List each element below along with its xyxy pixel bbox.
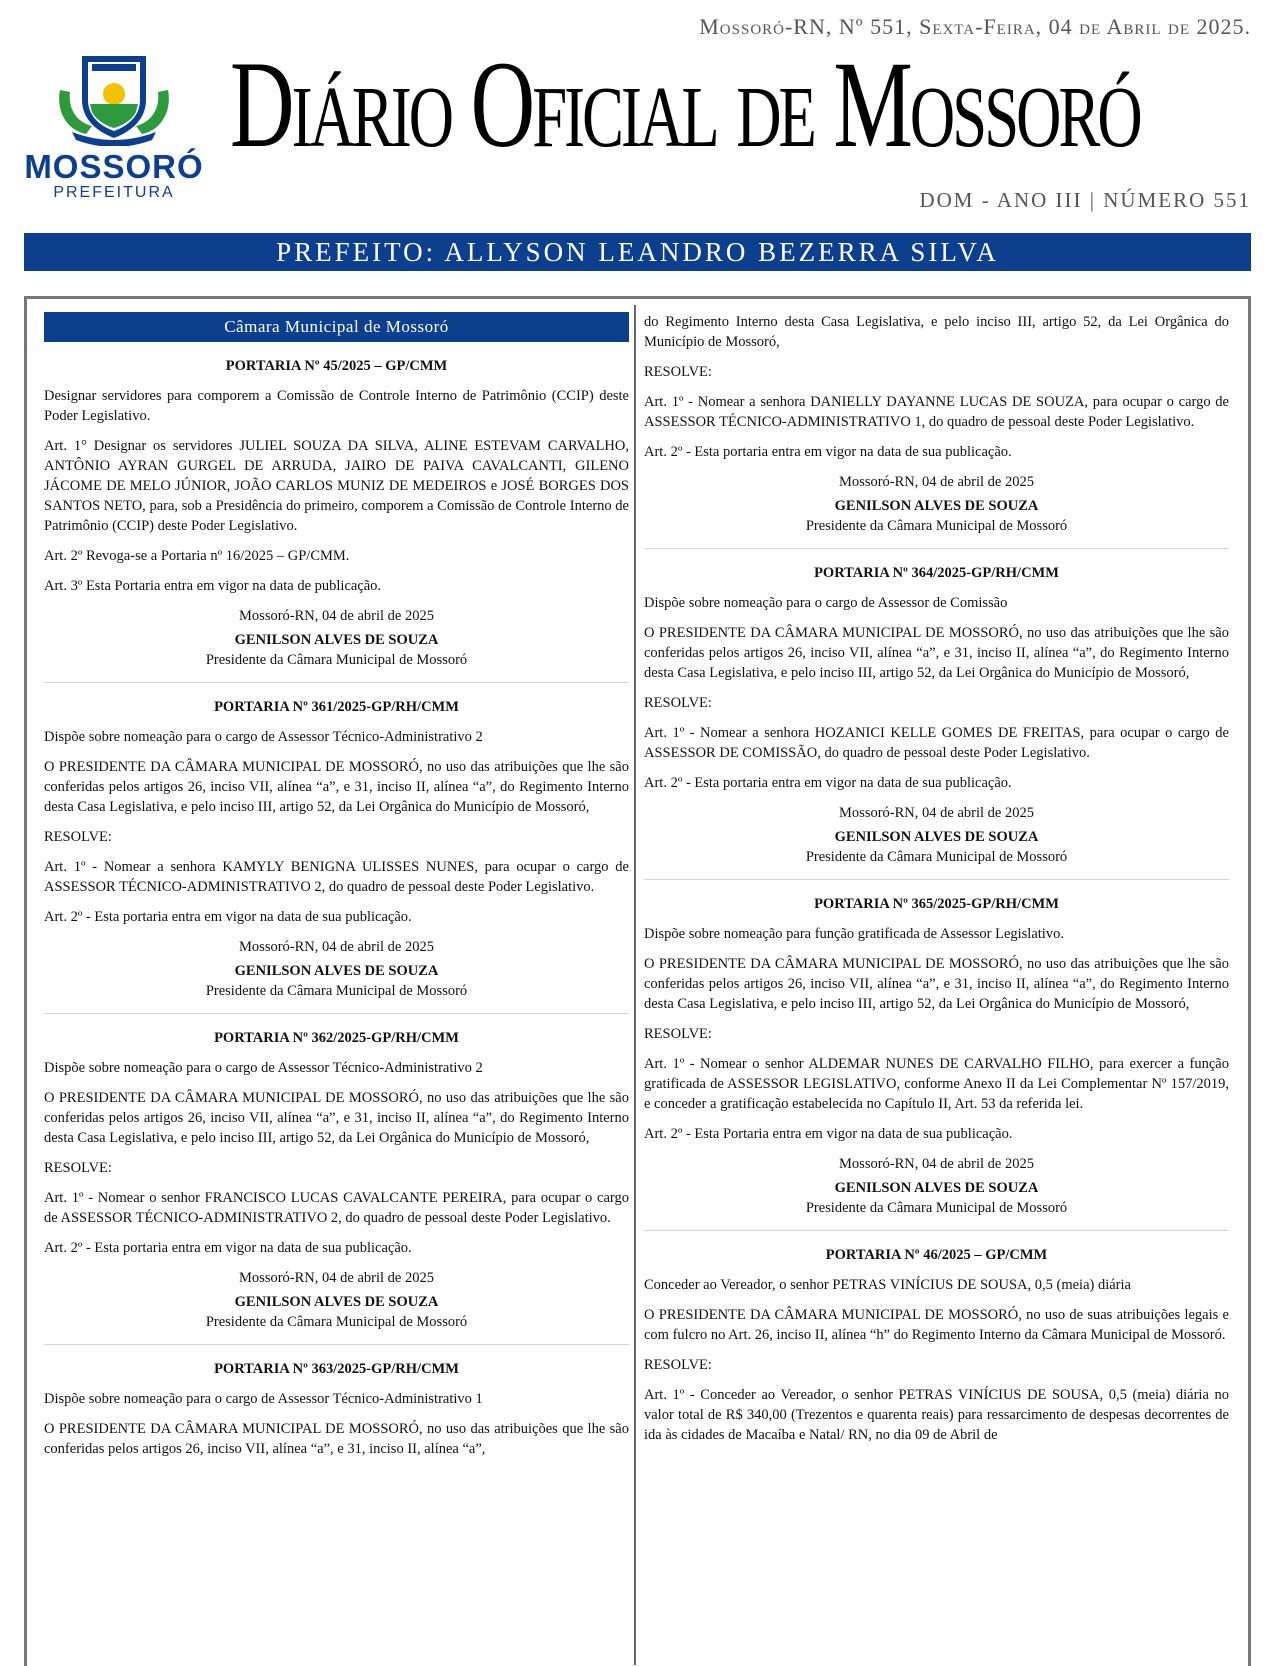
paragraph: O PRESIDENTE DA CÂMARA MUNICIPAL DE MOSSORÓ, no uso das atribuições que lhe são conferidas pelos artigos 26, inciso VII, alínea “a”, e 31, inciso II, alínea “a”, do Regimento Interno desta Casa Legislativa, e pelo inciso III, artigo 52, da Lei Orgânica do Município de Mossoró, xyxy=(44,759,629,815)
signatory-role: Presidente da Câmara Municipal de Mossoró xyxy=(805,1200,1068,1216)
paragraph: Art. 1º - Nomear o senhor FRANCISCO LUCAS CAVALCANTE PEREIRA, para ocupar o cargo de ASSESSOR TÉCNICO-ADMINISTRATIVO 2, do quadro de pessoal deste Poder Legislativo. xyxy=(44,1190,629,1226)
paragraph: Dispõe sobre nomeação para o cargo de Assessor Técnico-Administrativo 2 xyxy=(44,729,483,745)
prefeitura-logo xyxy=(24,50,204,200)
portaria-363 xyxy=(44,1359,629,1459)
portaria-title: PORTARIA Nº 363/2025-GP/RH/CMM xyxy=(214,1361,459,1377)
paragraph: O PRESIDENTE DA CÂMARA MUNICIPAL DE MOSSORÓ, no uso das atribuições que lhe são conferidas pelos artigos 26, inciso VII, alínea “a”, e 31, inciso II, alínea “a”, do Regimento Interno desta Casa Legislativa, e pelo inciso III, artigo 52, da Lei Orgânica do Município de Mossoró, xyxy=(44,1090,629,1146)
portaria-title: PORTARIA Nº 45/2025 – GP/CMM xyxy=(225,358,448,374)
paragraph: RESOLVE: xyxy=(644,364,712,380)
paragraph: Art. 3º Esta Portaria entra em vigor na data de publicação. xyxy=(44,578,382,594)
separator xyxy=(44,682,629,683)
paragraph: Designar servidores para comporem a Comissão de Controle Interno de Patrimônio (CCIP) deste Poder Legislativo. xyxy=(44,388,629,424)
portaria-361 xyxy=(44,697,629,1001)
place-date: Mossoró-RN, 04 de abril de 2025 xyxy=(239,939,434,955)
portaria-362 xyxy=(44,1028,629,1332)
column-divider xyxy=(634,305,636,1665)
paragraph: do Regimento Interno desta Casa Legislativa, e pelo inciso III, artigo 52, da Lei Orgânica do Município de Mossoró, xyxy=(644,314,1229,350)
content-frame xyxy=(24,296,1251,1666)
paragraph: Dispõe sobre nomeação para o cargo de Assessor Técnico-Administrativo 2 xyxy=(44,1060,483,1076)
paragraph: Art. 1º - Nomear o senhor ALDEMAR NUNES DE CARVALHO FILHO, para exercer a função gratificada de ASSESSOR LEGISLATIVO, conforme Anexo II da Lei Complementar Nº 157/2019, e conceder a gratificação estabelecida no Capítulo II, Art. 53 da referida lei. xyxy=(644,1056,1229,1112)
paragraph: RESOLVE: xyxy=(644,695,712,711)
portaria-45 xyxy=(44,356,629,670)
section-header: Câmara Municipal de Mossoró xyxy=(44,312,629,342)
paragraph: Art. 2º Revoga-se a Portaria nº 16/2025 – GP/CMM. xyxy=(44,548,350,564)
portaria-title: PORTARIA Nº 361/2025-GP/RH/CMM xyxy=(214,699,459,715)
signatory-name: GENILSON ALVES DE SOUZA xyxy=(234,1294,439,1310)
paragraph: O PRESIDENTE DA CÂMARA MUNICIPAL DE MOSSORÓ, no uso de suas atribuições legais e com fulcro no Art. 26, inciso II, alínea “h” do Regimento Interno da Câmara Municipal de Mossoró. xyxy=(644,1307,1229,1343)
paragraph: Art. 2º - Esta portaria entra em vigor na data de sua publicação. xyxy=(44,1240,412,1256)
signatory-role: Presidente da Câmara Municipal de Mossoró xyxy=(805,849,1068,865)
paragraph: RESOLVE: xyxy=(644,1026,712,1042)
paragraph: Art. 2º - Esta portaria entra em vigor na data de sua publicação. xyxy=(44,909,412,925)
paragraph: Art. 1º - Conceder ao Vereador, o senhor PETRAS VINÍCIUS DE SOUSA, 0,5 (meia) diária no valor total de R$ 340,00 (Trezentos e quarenta reais) para ressarcimento de despesas decorrentes de ida às cidades de Macaíba e Natal/ RN, no dia 09 de Abril de xyxy=(644,1387,1229,1443)
paragraph: Dispõe sobre nomeação para função gratificada de Assessor Legislativo. xyxy=(644,926,1064,942)
paragraph: Dispõe sobre nomeação para o cargo de Assessor de Comissão xyxy=(644,595,1008,611)
separator xyxy=(644,548,1229,549)
paragraph: Art. 1º - Nomear a senhora HOZANICI KELLE GOMES DE FREITAS, para ocupar o cargo de ASSESSOR DE COMISSÃO, do quadro de pessoal deste Poder Legislativo. xyxy=(644,725,1229,761)
paragraph: RESOLVE: xyxy=(644,1357,712,1373)
place-date: Mossoró-RN, 04 de abril de 2025 xyxy=(839,474,1034,490)
portaria-365 xyxy=(644,894,1229,1218)
coat-of-arms-icon xyxy=(52,50,176,146)
separator xyxy=(44,1013,629,1014)
paragraph: O PRESIDENTE DA CÂMARA MUNICIPAL DE MOSSORÓ, no uso das atribuições que lhe são conferidas pelos artigos 26, inciso VII, alínea “a”, e 31, inciso II, alínea “a”, do Regimento Interno desta Casa Legislativa, e pelo inciso III, artigo 52, da Lei Orgânica do Município de Mossoró, xyxy=(644,956,1229,1012)
paragraph: Art. 1º - Nomear a senhora DANIELLY DAYANNE LUCAS DE SOUZA, para ocupar o cargo de ASSESSOR TÉCNICO-ADMINISTRATIVO 1, do quadro de pessoal deste Poder Legislativo. xyxy=(644,394,1229,430)
place-date: Mossoró-RN, 04 de abril de 2025 xyxy=(239,1270,434,1286)
masthead xyxy=(0,0,1275,285)
portaria-46 xyxy=(644,1245,1229,1445)
logo-city-name: MOSSORÓ xyxy=(24,148,204,185)
signatory-role: Presidente da Câmara Municipal de Mossoró xyxy=(805,518,1068,534)
separator xyxy=(644,879,1229,880)
paragraph: Dispõe sobre nomeação para o cargo de Assessor Técnico-Administrativo 1 xyxy=(44,1391,483,1407)
edition-line: Mossoró-RN, Nº 551, Sexta-Feira, 04 de Abril de 2025. xyxy=(699,14,1251,39)
place-date: Mossoró-RN, 04 de abril de 2025 xyxy=(239,608,434,624)
portaria-title: PORTARIA Nº 362/2025-GP/RH/CMM xyxy=(214,1030,459,1046)
paragraph: Art. 2º - Esta portaria entra em vigor na data de sua publicação. xyxy=(644,444,1012,460)
left-column xyxy=(44,312,629,1469)
paragraph: RESOLVE: xyxy=(44,829,112,845)
signatory-name: GENILSON ALVES DE SOUZA xyxy=(234,963,439,979)
paragraph: Art. 1° Designar os servidores JULIEL SOUZA DA SILVA, ALINE ESTEVAM CARVALHO, ANTÔNIO AYRAN GURGEL DE ARRUDA, JAIRO DE PAIVA CAVALCANTI, GILENO JÁCOME DE MELO JÚNIOR, JOÃO CARLOS MUNIZ DE MEDEIROS e JOSÉ BORGES DOS SANTOS NETO, para, sob a Presidência do primeiro, comporem a Comissão de Controle Interno de Patrimônio (CCIP) deste Poder Legislativo. xyxy=(44,438,629,534)
place-date: Mossoró-RN, 04 de abril de 2025 xyxy=(839,1156,1034,1172)
signatory-name: GENILSON ALVES DE SOUZA xyxy=(234,632,439,648)
portaria-364 xyxy=(644,563,1229,867)
portaria-title: PORTARIA Nº 365/2025-GP/RH/CMM xyxy=(814,896,1059,912)
place-date: Mossoró-RN, 04 de abril de 2025 xyxy=(839,805,1034,821)
right-column xyxy=(644,312,1229,1455)
paragraph: O PRESIDENTE DA CÂMARA MUNICIPAL DE MOSSORÓ, no uso das atribuições que lhe são conferidas pelos artigos 26, inciso VII, alínea “a”, e 31, inciso II, alínea “a”, do Regimento Interno desta Casa Legislativa, e pelo inciso III, artigo 52, da Lei Orgânica do Município de Mossoró, xyxy=(644,625,1229,681)
paragraph: Art. 2º - Esta portaria entra em vigor na data de sua publicação. xyxy=(644,775,1012,791)
portaria-title: PORTARIA Nº 364/2025-GP/RH/CMM xyxy=(814,565,1059,581)
logo-subtitle: PREFEITURA xyxy=(53,184,175,201)
signatory-role: Presidente da Câmara Municipal de Mossoró xyxy=(205,983,468,999)
signatory-role: Presidente da Câmara Municipal de Mossoró xyxy=(205,652,468,668)
newspaper-title: Diário Oficial de Mossoró xyxy=(230,36,1140,173)
paragraph: Conceder ao Vereador, o senhor PETRAS VINÍCIUS DE SOUSA, 0,5 (meia) diária xyxy=(644,1277,1131,1293)
portaria-title: PORTARIA Nº 46/2025 – GP/CMM xyxy=(825,1247,1048,1263)
separator xyxy=(644,1230,1229,1231)
issue-number: DOM - ANO III | NÚMERO 551 xyxy=(919,188,1251,212)
paragraph: Art. 2º - Esta Portaria entra em vigor na data de sua publicação. xyxy=(644,1126,1013,1142)
mayor-banner: PREFEITO: ALLYSON LEANDRO BEZERRA SILVA xyxy=(24,233,1251,271)
paragraph: RESOLVE: xyxy=(44,1160,112,1176)
signatory-name: GENILSON ALVES DE SOUZA xyxy=(834,1180,1039,1196)
signatory-role: Presidente da Câmara Municipal de Mossoró xyxy=(205,1314,468,1330)
paragraph: Art. 1º - Nomear a senhora KAMYLY BENIGNA ULISSES NUNES, para ocupar o cargo de ASSESSOR TÉCNICO-ADMINISTRATIVO 2, do quadro de pessoal deste Poder Legislativo. xyxy=(44,859,629,895)
signatory-name: GENILSON ALVES DE SOUZA xyxy=(834,498,1039,514)
signatory-name: GENILSON ALVES DE SOUZA xyxy=(834,829,1039,845)
separator xyxy=(44,1344,629,1345)
portaria-363-continued xyxy=(644,312,1229,536)
paragraph: O PRESIDENTE DA CÂMARA MUNICIPAL DE MOSSORÓ, no uso das atribuições que lhe são conferidas pelos artigos 26, inciso VII, alínea “a”, e 31, inciso II, alínea “a”, xyxy=(44,1421,629,1457)
